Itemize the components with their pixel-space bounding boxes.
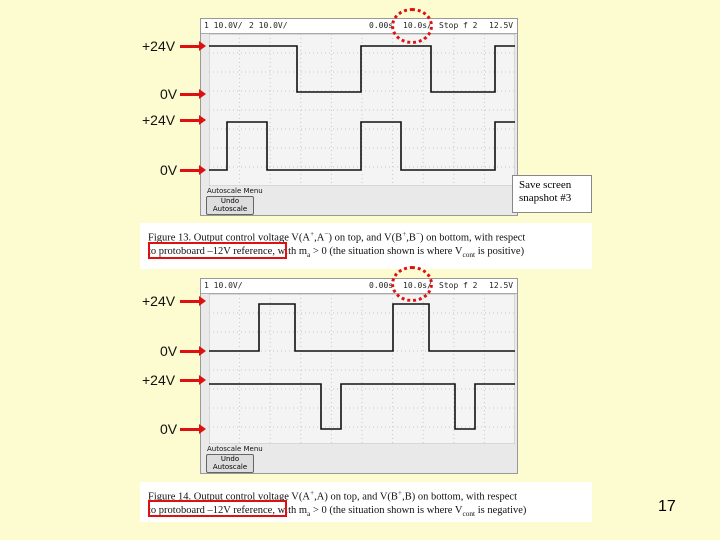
autoscale-label: Autoscale: [212, 463, 248, 471]
undo-autoscale-button[interactable]: [206, 196, 254, 215]
arrow-icon: [180, 428, 200, 431]
save-screen-note: [512, 175, 592, 213]
reference-highlight-box: [148, 242, 287, 259]
arrow-icon: [180, 119, 200, 122]
figure-14-caption: Figure 14. Output control voltage V(A+,A) on top, and V(B+,B) on bottom, with respect to protoboard –12V reference, with $m_a > 0$ (the situation shown is where $V_{cont}$ is negative): [140, 482, 592, 522]
arrow-icon: [180, 379, 200, 382]
timebase: 10.0s/: [403, 21, 432, 30]
run-state: Stop: [439, 281, 459, 290]
arrow-icon: [180, 93, 200, 96]
scope-status-bar: [201, 19, 517, 34]
timebase: 10.0s/: [403, 281, 432, 290]
note-line1: Save screen: [519, 179, 572, 191]
arrow-icon: [180, 350, 200, 353]
waveform-grid: [209, 294, 515, 444]
autoscale-label: Autoscale: [212, 205, 248, 213]
trigger-level: 12.5V: [489, 281, 514, 290]
softkey-title: Autoscale Menu: [207, 445, 263, 453]
label-0v-bottom2: 0V: [160, 421, 178, 437]
undo-label: Undo: [220, 455, 240, 463]
undo-label: Undo: [220, 197, 240, 205]
trigger-source: f 2: [463, 21, 478, 30]
softkey-title: Autoscale Menu: [207, 187, 263, 195]
ch1-scale: 1 10.0V/: [204, 21, 243, 30]
scope-screenshot-2: [200, 278, 518, 474]
label-plus24-bottom1: +24V: [142, 112, 176, 128]
trigger-level: 12.5V: [489, 21, 514, 30]
scope-status-bar: [201, 279, 517, 294]
ch2-scale: 2 10.0V/: [249, 21, 288, 30]
figure-13-caption: Figure 13. Output control voltage V(A+,A−) on top, and V(B+,B−) on bottom, with respect to protoboard –12V reference, with $m_a > 0$ (the situation shown is where $V_{cont}$ is positive): [140, 223, 592, 269]
time-offset: 0.00s: [369, 281, 394, 290]
timebase-highlight-circle: [391, 266, 433, 302]
timebase-highlight-circle: [391, 8, 433, 44]
run-state: Stop: [439, 21, 459, 30]
page-number: 17: [658, 498, 676, 515]
arrow-icon: [180, 45, 200, 48]
reference-highlight-box: [148, 500, 287, 517]
label-0v-top2: 0V: [160, 343, 178, 359]
arrow-icon: [180, 169, 200, 172]
time-offset: 0.00s: [369, 21, 394, 30]
waveform-grid: [209, 34, 515, 186]
trigger-source: f 2: [463, 281, 478, 290]
undo-autoscale-button[interactable]: [206, 454, 254, 473]
arrow-icon: [180, 300, 200, 303]
label-0v-bottom1: 0V: [160, 162, 178, 178]
ch1-scale: 1 10.0V/: [204, 281, 243, 290]
label-plus24-top1: +24V: [142, 38, 176, 54]
label-0v-top1: 0V: [160, 86, 178, 102]
scope-screenshot-1: [200, 18, 518, 216]
label-plus24-bottom2: +24V: [142, 372, 176, 388]
note-line2: snapshot #3: [519, 192, 572, 204]
label-plus24-top2: +24V: [142, 293, 176, 309]
